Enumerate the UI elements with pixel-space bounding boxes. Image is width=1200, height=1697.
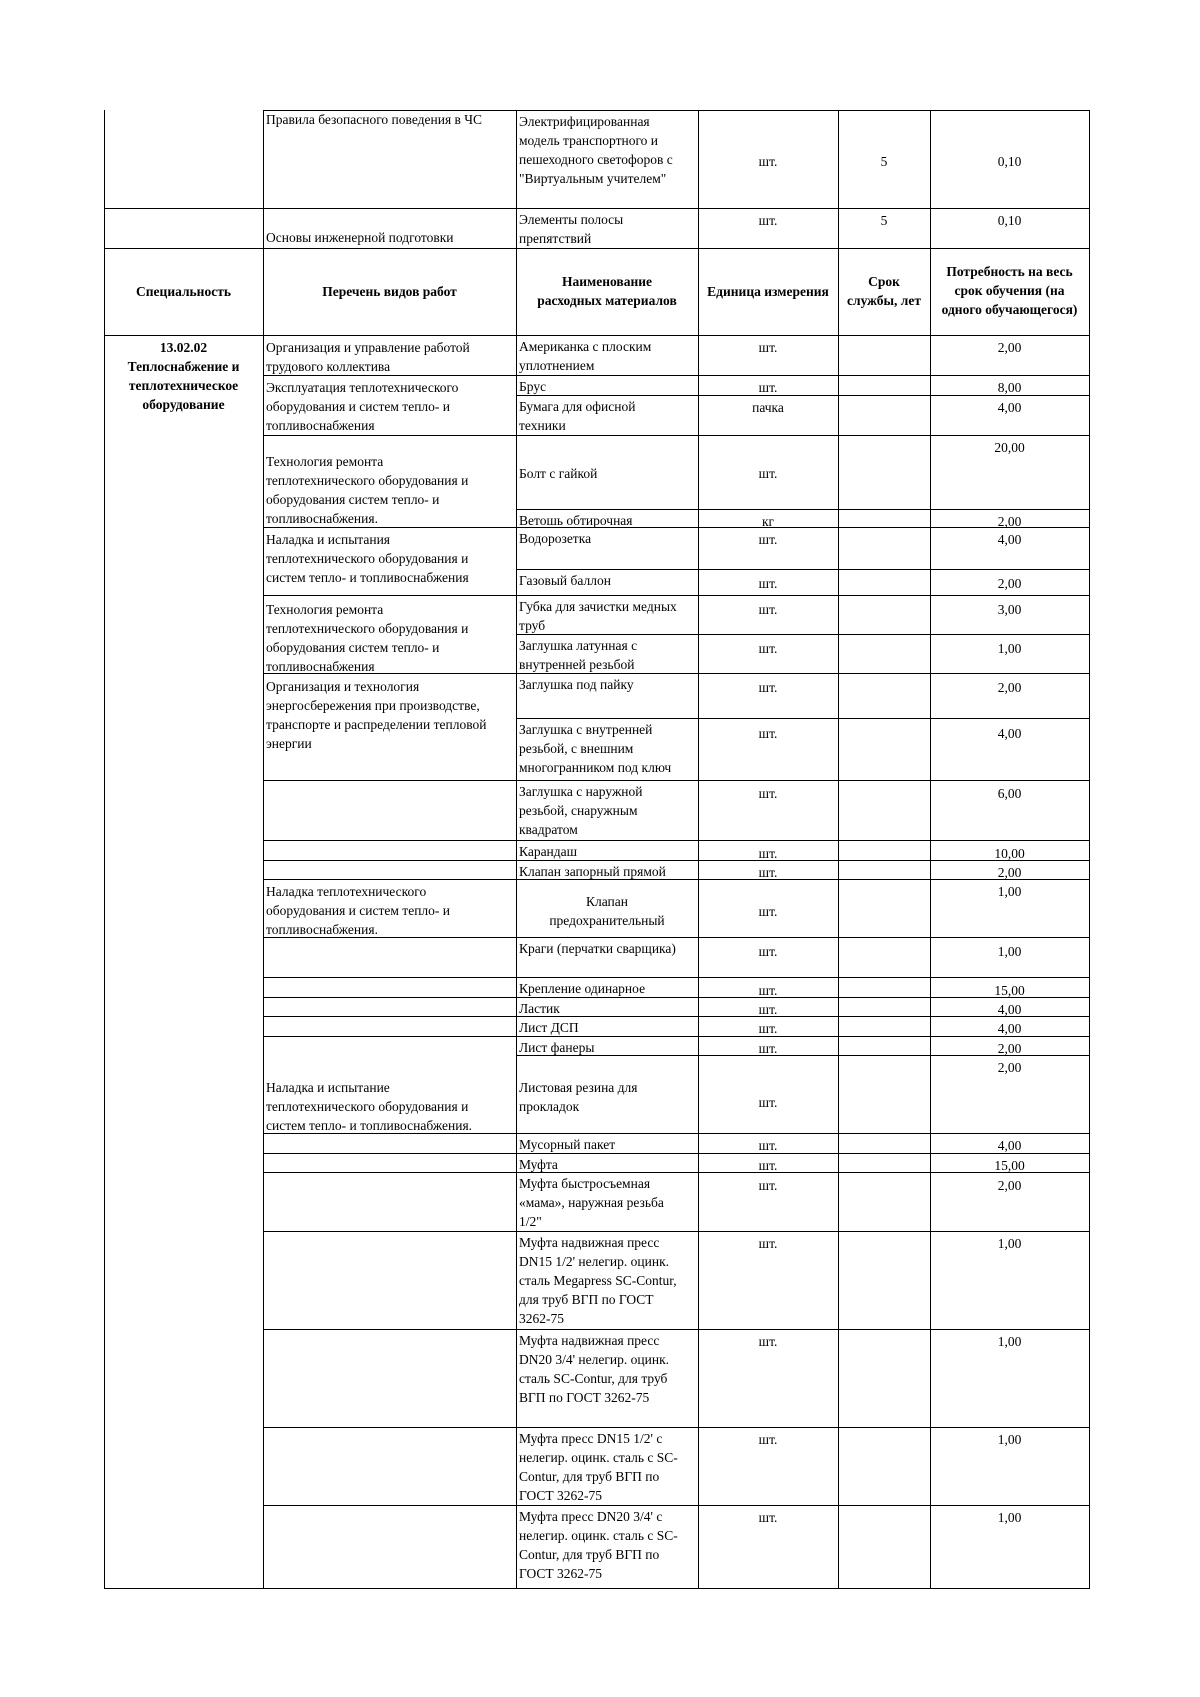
quantity-value: 1,00 [997, 1432, 1022, 1447]
material-name: Заглушка с наружной резьбой, снаружным квадратом [519, 784, 643, 837]
quantity-value: 20,00 [994, 440, 1025, 455]
material-name: Муфта [519, 1157, 558, 1172]
header-specialty: Специальность [136, 284, 231, 299]
unit-value: шт. [758, 1041, 778, 1056]
column-divider [263, 110, 264, 1588]
unit-value: шт. [758, 1021, 778, 1036]
quantity-value: 4,00 [997, 1138, 1022, 1153]
work-divider [263, 1427, 516, 1428]
work-type: Технология ремонта теплотехнического оборудования и оборудования систем тепло- и топливоснабжения. [266, 454, 469, 526]
work-divider [263, 780, 516, 781]
left-border [104, 110, 105, 1588]
unit-value: шт. [758, 340, 778, 355]
material-name: Заглушка с внутренней резьбой, с внешним многогранником под ключ [519, 722, 672, 775]
work-type: Организация и технология энергосбережения при производстве, транспорте и распределении тепловой энергии [266, 679, 487, 751]
unit-value: шт. [758, 576, 778, 591]
row-divider [516, 937, 1090, 938]
unit-value: шт. [758, 641, 778, 656]
row-divider [516, 435, 1090, 436]
work-type: Организация и управление работой трудового коллектива [266, 340, 470, 374]
work-type: Технология ремонта теплотехнического оборудования и оборудования систем тепло- и топливоснабжения [266, 602, 469, 674]
material-name: Брус [519, 379, 547, 394]
header-material: Наименование расходных материалов [537, 274, 677, 308]
quantity-value: 2,00 [997, 514, 1022, 529]
work-type: Основы инженерной подготовки [266, 230, 454, 245]
material-name: Водорозетка [519, 531, 592, 546]
column-divider [930, 110, 931, 1588]
material-name: Муфта надвижная пресс DN15 1/2' нелегир. оцинк. сталь Megapress SC-Contur, для труб ВГП по ГОСТ 3262-75 [519, 1235, 677, 1326]
material-name: Лист фанеры [519, 1040, 595, 1055]
work-divider [263, 879, 516, 880]
quantity-value: 0,10 [997, 213, 1022, 228]
work-type: Наладка теплотехнического оборудования и систем тепло- и топливоснабжения. [266, 884, 450, 937]
quantity-value: 2,00 [997, 1041, 1022, 1056]
unit-value: шт. [758, 1334, 778, 1349]
unit-value: пачка [752, 400, 784, 415]
material-name: Губка для зачистки медных труб [519, 599, 677, 633]
service-life-value: 5 [880, 154, 888, 169]
work-divider [263, 1153, 516, 1154]
row-divider [516, 208, 1090, 209]
unit-value: шт. [758, 466, 778, 481]
quantity-value: 1,00 [997, 641, 1022, 656]
unit-value: шт. [758, 532, 778, 547]
quantity-value: 2,00 [997, 340, 1022, 355]
unit-value: шт. [758, 786, 778, 801]
work-divider [263, 1231, 516, 1232]
row-divider [516, 375, 1090, 376]
row-divider [516, 718, 1090, 719]
quantity-value: 10,00 [994, 846, 1025, 861]
material-name: Карандаш [519, 844, 578, 859]
row-divider [516, 1329, 1090, 1330]
row-divider [516, 595, 1090, 596]
material-name: Муфта пресс DN20 3/4' с нелегир. оцинк. сталь с SC- Contur, для труб ВГП по ГОСТ 3262-75 [519, 1509, 678, 1581]
specialty-name: 13.02.02 Теплоснабжение и теплотехническое оборудование [127, 340, 240, 412]
unit-value: кг [761, 514, 775, 529]
work-divider [263, 1036, 516, 1037]
material-name: Лист ДСП [519, 1020, 579, 1035]
quantity-value: 3,00 [997, 602, 1022, 617]
unit-value: шт. [758, 602, 778, 617]
material-name: Муфта быстросъемная «мама», наружная резьба 1/2" [519, 1176, 664, 1229]
quantity-value: 1,00 [997, 1236, 1022, 1251]
row-divider [516, 1133, 1090, 1134]
quantity-value: 4,00 [997, 1002, 1022, 1017]
quantity-value: 15,00 [994, 983, 1025, 998]
material-name: Муфта надвижная пресс DN20 3/4' нелегир. оцинк. сталь SC-Contur, для труб ВГП по ГОСТ 3262-75 [519, 1333, 669, 1405]
quantity-value: 4,00 [997, 400, 1022, 415]
table-bottom-border [516, 1588, 1090, 1589]
unit-value: шт. [758, 1178, 778, 1193]
quantity-value: 2,00 [997, 576, 1022, 591]
header-works: Перечень видов работ [322, 284, 457, 299]
quantity-value: 2,00 [997, 1178, 1022, 1193]
quantity-value: 0,10 [997, 154, 1022, 169]
quantity-value: 4,00 [997, 726, 1022, 741]
quantity-value: 2,00 [997, 1060, 1022, 1075]
quantity-value: 1,00 [997, 1334, 1022, 1349]
row-divider [104, 208, 516, 209]
unit-value: шт. [758, 680, 778, 695]
material-name: Крепление одинарное [519, 981, 646, 996]
unit-value: шт. [758, 213, 778, 228]
unit-value: шт. [758, 983, 778, 998]
work-type: Наладка и испытания теплотехнического оборудования и систем тепло- и топливоснабжения [266, 532, 469, 585]
work-divider [263, 435, 516, 436]
unit-value: шт. [758, 904, 778, 919]
quantity-value: 15,00 [994, 1158, 1025, 1173]
unit-value: шт. [758, 1236, 778, 1251]
work-type: Наладка и испытание теплотехнического оборудования и систем тепло- и топливоснабжения. [266, 1080, 473, 1133]
quantity-value: 8,00 [997, 380, 1022, 395]
quantity-value: 6,00 [997, 786, 1022, 801]
row-divider [516, 569, 1090, 570]
unit-value: шт. [758, 726, 778, 741]
unit-value: шт. [758, 1158, 778, 1173]
material-name: Мусорный пакет [519, 1137, 616, 1152]
header-need: Потребность на весь срок обучения (на одного обучающегося) [941, 264, 1078, 317]
work-divider [263, 1016, 516, 1017]
work-type: Эксплуатация теплотехнического оборудования и систем тепло- и топливоснабжения [266, 380, 459, 433]
unit-value: шт. [758, 1002, 778, 1017]
unit-value: шт. [758, 154, 778, 169]
quantity-value: 1,00 [997, 944, 1022, 959]
unit-value: шт. [758, 1138, 778, 1153]
row-divider [516, 1231, 1090, 1232]
material-name: Муфта пресс DN15 1/2' с нелегир. оцинк. сталь с SC- Contur, для труб ВГП по ГОСТ 3262-75 [519, 1431, 678, 1503]
table-bottom-border [104, 1588, 517, 1589]
row-divider [516, 1427, 1090, 1428]
unit-value: шт. [758, 1510, 778, 1525]
quantity-value: 4,00 [997, 1021, 1022, 1036]
header-bottom-border [104, 335, 1090, 336]
work-divider [263, 840, 516, 841]
header-unit: Единица измерения [707, 284, 829, 299]
material-name: Бумага для офисной техники [519, 399, 636, 433]
unit-value: шт. [758, 380, 778, 395]
material-name: Болт с гайкой [519, 466, 598, 481]
work-divider [263, 977, 516, 978]
material-name: Краги (перчатки сварщика) [519, 941, 676, 956]
unit-value: шт. [758, 1432, 778, 1447]
material-name: Ластик [519, 1001, 560, 1016]
quantity-value: 2,00 [997, 680, 1022, 695]
material-name: Ветошь обтирочная [519, 513, 633, 528]
column-divider [838, 110, 839, 1588]
work-divider [263, 1172, 516, 1173]
row-divider [516, 509, 1090, 510]
material-name: Заглушка под пайку [519, 677, 634, 692]
material-name: Заглушка латунная с внутренней резьбой [519, 638, 638, 672]
column-divider [698, 110, 699, 1588]
material-name: Клапан запорный прямой [519, 864, 666, 879]
row-divider [516, 840, 1090, 841]
quantity-value: 2,00 [997, 865, 1022, 880]
quantity-value: 1,00 [997, 884, 1022, 899]
row-divider [516, 1505, 1090, 1506]
material-name: Клапан предохранительный [549, 894, 665, 928]
material-name: Листовая резина для прокладок [519, 1080, 638, 1114]
column-divider [516, 110, 517, 1588]
work-divider [263, 1329, 516, 1330]
header-life: Срок службы, лет [847, 274, 921, 308]
unit-value: шт. [758, 1095, 778, 1110]
material-name: Элементы полосы препятствий [519, 212, 624, 246]
work-divider [263, 595, 516, 596]
work-divider [263, 1505, 516, 1506]
work-type: Правила безопасного поведения в ЧС [266, 112, 483, 127]
quantity-value: 4,00 [997, 532, 1022, 547]
material-name: Газовый баллон [519, 573, 611, 588]
unit-value: шт. [758, 865, 778, 880]
unit-value: шт. [758, 944, 778, 959]
column-divider [1089, 110, 1090, 1588]
row-divider [516, 780, 1090, 781]
unit-value: шт. [758, 846, 778, 861]
header-top-border [104, 248, 1090, 249]
work-divider [263, 997, 516, 998]
work-divider [263, 860, 516, 861]
service-life-value: 5 [880, 213, 888, 228]
row-divider [516, 977, 1090, 978]
material-name: Электрифицированная модель транспортного и пешеходного светофоров с "Виртуальным учителем" [519, 114, 673, 186]
quantity-value: 1,00 [997, 1510, 1022, 1525]
material-name: Американка с плоским уплотнением [519, 339, 652, 373]
